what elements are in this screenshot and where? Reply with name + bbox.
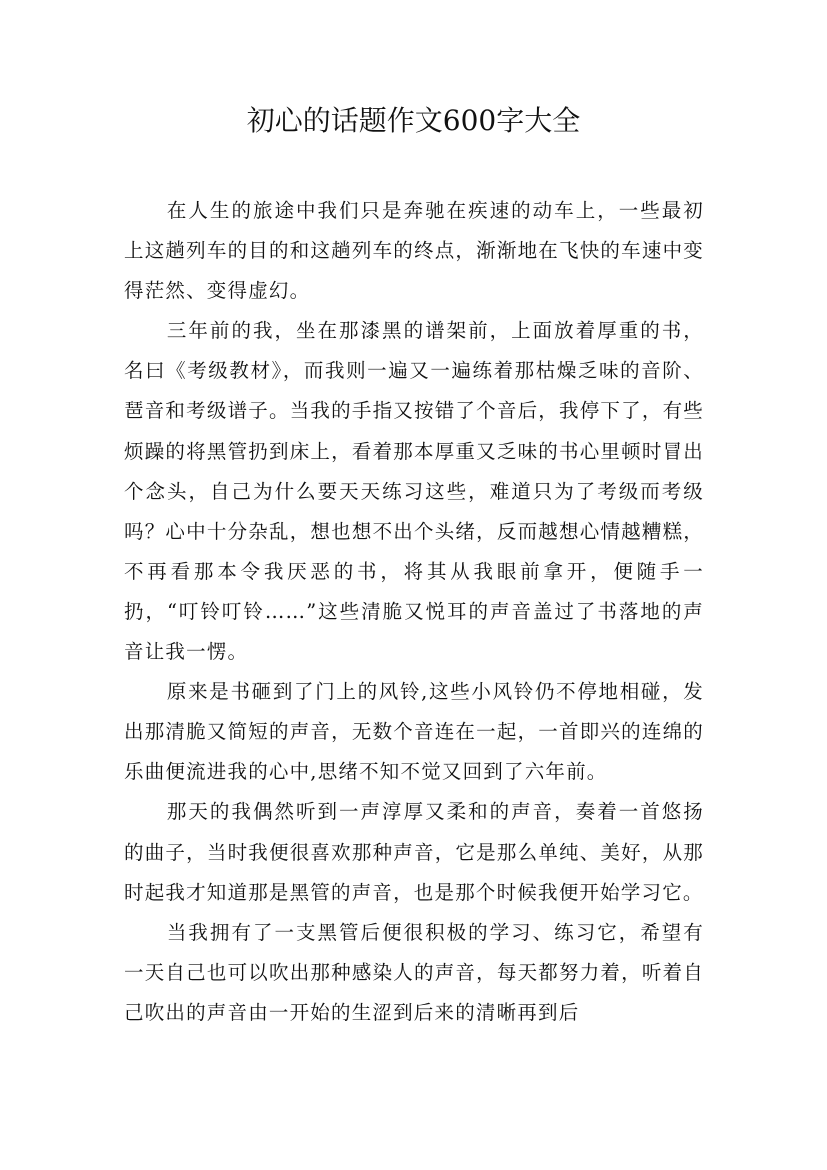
paragraph-5: 当我拥有了一支黑管后便很积极的学习、练习它，希望有一天自己也可以吹出那种感染人的声音，每天都努力着，听着自己吹出的声音由一开始的生涩到后来的清晰再到后 xyxy=(124,920,704,1024)
paragraph-2: 三年前的我，坐在那漆黑的谱架前，上面放着厚重的书，名曰《考级教材》，而我则一遍又一遍练着那枯燥乏味的音阶、琶音和考级谱子。当我的手指又按错了个音后，我停下了，有些烦躁的将黑管扔到床上，看着那本厚重又乏味的书心里顿时冒出个念头，自己为什么要天天练习这些，难道只为了考级而考级吗？心中十分杂乱，想也想不出个头绪，反而越想心情越糟糕，不再看那本令我厌恶的书，将其从我眼前拿开，便随手一扔，“叮铃叮铃……”这些清脆又悦耳的声音盖过了书落地的声音让我一愣。 xyxy=(124,319,704,664)
document-body xyxy=(124,191,704,1033)
paragraph-3: 原来是书砸到了门上的风铃,这些小风铃仍不停地相碰，发出那清脆又简短的声音，无数个音连在一起，一首即兴的连绵的乐曲便流进我的心中,思绪不知不觉又回到了六年前。 xyxy=(124,680,704,784)
paragraph-1: 在人生的旅途中我们只是奔驰在疾速的动车上，一些最初上这趟列车的目的和这趟列车的终点，渐渐地在飞快的车速中变得茫然、变得虚幻。 xyxy=(124,199,704,303)
document-title: 初心的话题作文600字大全 xyxy=(246,104,581,137)
paragraph-4: 那天的我偶然听到一声淳厚又柔和的声音，奏着一首悠扬的曲子，当时我便很喜欢那种声音，它是那么单纯、美好，从那时起我才知道那是黑管的声音，也是那个时候我便开始学习它。 xyxy=(124,800,704,904)
